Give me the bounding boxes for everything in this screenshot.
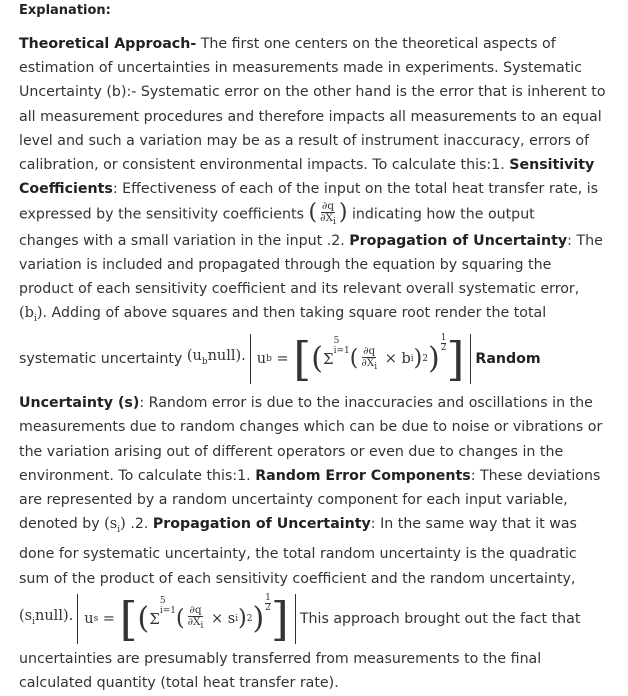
si-symbol: $(s_i)$ [104, 516, 126, 536]
systematic-equation-line [19, 331, 610, 387]
ub-null-symbol: $(u_bnull)$. [186, 348, 246, 368]
systematic-uncertainty-formula: u b = [ ( Σ 5 i=1 ( $\frac{\partial q}{\partial X_i}$ × b i ) 2 ) 1 2 ] [250, 334, 472, 384]
random-uncertainty-formula: u s = [ ( Σ 5 i=1 ( $\frac{\partial q}{\partial X_i}$ × s i ) 2 ) 1 2 ] [77, 594, 296, 644]
sensitivity-coefficient-formula: ( $\frac{\partial q}{\partial X_i}$ ) [308, 199, 348, 228]
propagation-label-1: Propagation of Uncertainty [349, 232, 568, 249]
theoretical-text-2: : Effectiveness of each of the input on the total heat transfer rate, is expressed by the sensitivity coefficients [19, 181, 599, 223]
uncertainty-s-label: Uncertainty (s) [19, 395, 140, 412]
theoretical-paragraph [19, 32, 610, 331]
explanation-heading: Explanation: [19, 3, 111, 18]
random-text-1: : Random error is due to the inaccuracies and oscillations in the measurements due to random changes which can be due to noise or vibrations or the variation arising out of different operators or even due to changes in the environment. To calculate this:1. [19, 395, 603, 484]
random-text-4: : In the same way that it was done for systematic uncertainty, the total random uncertainty is the quadratic sum of the product of each sensitivity coefficient and the random uncertainty, [19, 516, 577, 587]
theoretical-text-5: : The variation is included and propagated through the equation by squaring the product of each sensitivity coefficient and its relevant overall systematic error, [19, 232, 603, 297]
theoretical-text-7: systematic uncertainty [19, 351, 183, 368]
propagation-label-2: Propagation of Uncertainty [152, 516, 371, 533]
sensitivity-coefficients-label: Sensitivity Coefficients [19, 157, 595, 198]
theoretical-text-6: . Adding of above squares and then taking square root render the total [42, 305, 547, 322]
random-text-5: This approach brought out the fact that [299, 610, 581, 627]
closing-paragraph [19, 647, 610, 695]
theoretical-text-4: changes with a small variation in the input .2. [19, 232, 350, 249]
random-error-components-label: Random Error Components [255, 467, 471, 484]
s-null-symbol: $(s_inull)$. [19, 607, 74, 627]
bi-symbol: $(b_i)$ [19, 305, 43, 325]
random-text-3: .2. [125, 516, 153, 533]
random-equation-line [19, 591, 610, 647]
random-word: Random [475, 351, 541, 368]
random-text-6: uncertainties are presumably transferred from measurements to the final calculated quantity (total heat transfer rate). [19, 650, 542, 691]
theoretical-text-3: indicating how the output [351, 206, 535, 223]
random-text-2: : These deviations are represented by a random uncertainty component for each input variable, denoted by [19, 467, 601, 533]
theoretical-approach-label: Theoretical Approach- [19, 36, 197, 52]
random-paragraph [19, 391, 610, 591]
theoretical-text-1: The first one centers on the theoretical aspects of estimation of uncertainties in measurements made in experiments. Systematic Uncertainty (b):- Systematic error on the other hand is the error that is inherent to all measurement procedures and therefore impacts all measurements to an equal level and such a variation may be as a result of instrument inaccuracy, errors of calibration, or consistent environmental impacts. To calculate this:1. [19, 36, 606, 174]
